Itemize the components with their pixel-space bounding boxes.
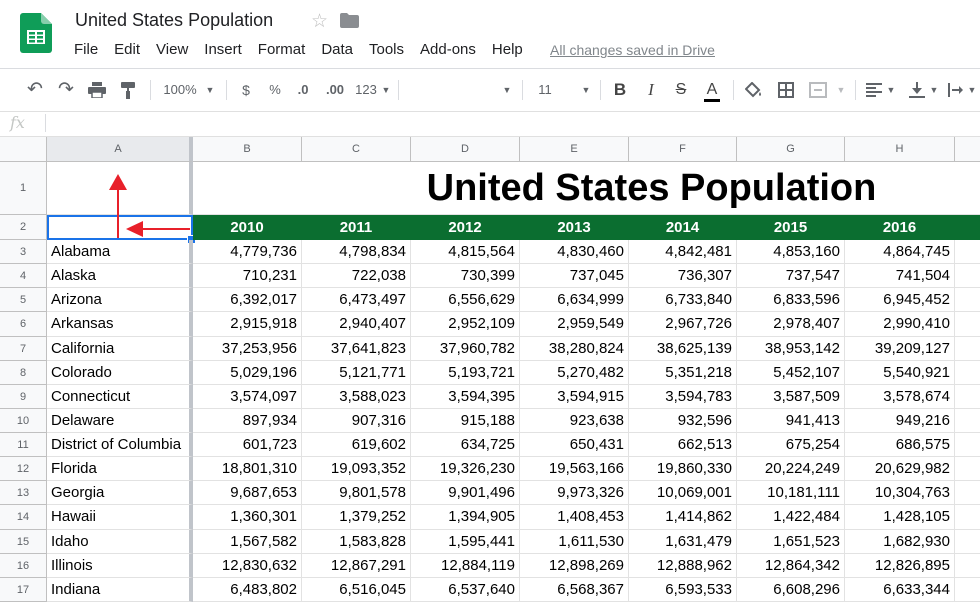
population-cell[interactable]: 9,973,326 [520, 481, 629, 505]
fx-label: fx [10, 113, 25, 132]
population-cell[interactable]: 6,633,344 [845, 578, 955, 602]
population-cell[interactable]: 12,898,269 [520, 554, 629, 578]
population-cell[interactable]: 4,815,564 [411, 240, 520, 264]
state-name-cell[interactable]: Idaho [47, 530, 193, 554]
merge-cells-icon[interactable] [806, 69, 830, 111]
column-header-a[interactable]: A [47, 137, 193, 162]
column-header-g[interactable]: G [737, 137, 845, 162]
population-cell[interactable]: 2,959,549 [520, 312, 629, 336]
folder-icon[interactable] [340, 13, 359, 28]
population-cell[interactable]: 4,830,460 [520, 240, 629, 264]
column-header-e[interactable]: E [520, 137, 629, 162]
menu-help[interactable]: Help [491, 41, 523, 58]
bold-button[interactable]: B [613, 80, 627, 99]
population-cell[interactable]: 12,867,291 [302, 554, 411, 578]
row-header[interactable]: 5 [0, 288, 47, 312]
population-cell[interactable]: 1,360,301 [193, 505, 302, 529]
cell-a2-selected[interactable] [47, 215, 193, 240]
population-cell[interactable]: 37,253,956 [193, 337, 302, 361]
empty-cell[interactable] [955, 481, 980, 505]
population-cell[interactable]: 5,351,218 [629, 361, 737, 385]
format-percent-button[interactable]: % [269, 82, 281, 97]
state-name-cell[interactable]: Connecticut [47, 385, 193, 409]
text-wrap-icon[interactable] [946, 69, 966, 111]
population-cell[interactable]: 2,952,109 [411, 312, 520, 336]
population-cell[interactable]: 2,967,726 [629, 312, 737, 336]
population-cell[interactable]: 5,452,107 [737, 361, 845, 385]
population-cell[interactable]: 6,537,640 [411, 578, 520, 602]
state-name-cell[interactable]: Hawaii [47, 505, 193, 529]
population-cell[interactable]: 12,864,342 [737, 554, 845, 578]
redo-icon[interactable]: ↷ [58, 79, 74, 100]
font-family-select[interactable] [406, 69, 506, 111]
star-icon[interactable]: ☆ [311, 11, 329, 32]
population-cell[interactable]: 619,602 [302, 433, 411, 457]
empty-cell[interactable] [955, 337, 980, 361]
year-header-2014[interactable]: 2014 [629, 215, 737, 240]
menu-file[interactable]: File [74, 41, 99, 58]
column-header-c[interactable]: C [302, 137, 411, 162]
empty-cell[interactable] [955, 288, 980, 312]
year-header-2011[interactable]: 2011 [302, 215, 411, 240]
state-name-cell[interactable]: Florida [47, 457, 193, 481]
print-icon[interactable] [84, 69, 110, 111]
undo-icon[interactable]: ↶ [27, 79, 43, 100]
population-cell[interactable]: 12,830,632 [193, 554, 302, 578]
population-cell[interactable]: 650,431 [520, 433, 629, 457]
state-name-cell[interactable]: California [47, 337, 193, 361]
font-size-select[interactable]: 11 [538, 82, 552, 97]
row-header[interactable]: 3 [0, 240, 47, 264]
row-header[interactable]: 6 [0, 312, 47, 336]
toolbar-separator [855, 80, 856, 100]
year-header-2012[interactable]: 2012 [411, 215, 520, 240]
population-cell[interactable]: 4,864,745 [845, 240, 955, 264]
population-cell[interactable]: 1,651,523 [737, 530, 845, 554]
population-cell[interactable]: 941,413 [737, 409, 845, 433]
population-cell[interactable]: 5,121,771 [302, 361, 411, 385]
population-cell[interactable]: 1,428,105 [845, 505, 955, 529]
population-cell[interactable]: 907,316 [302, 409, 411, 433]
population-cell[interactable]: 12,826,895 [845, 554, 955, 578]
sheet-title-cell[interactable]: United States Population [193, 162, 980, 215]
population-cell[interactable]: 5,540,921 [845, 361, 955, 385]
population-cell[interactable]: 686,575 [845, 433, 955, 457]
text-wrap-dropdown-icon[interactable]: ▼ [967, 85, 977, 95]
population-cell[interactable]: 2,990,410 [845, 312, 955, 336]
population-cell[interactable]: 722,038 [302, 264, 411, 288]
population-cell[interactable]: 730,399 [411, 264, 520, 288]
toolbar-separator [522, 80, 523, 100]
toolbar-separator [398, 80, 399, 100]
population-cell[interactable]: 2,978,407 [737, 312, 845, 336]
population-cell[interactable]: 3,587,509 [737, 385, 845, 409]
zoom-select[interactable]: 100% [163, 82, 197, 97]
population-cell[interactable]: 9,801,578 [302, 481, 411, 505]
population-cell[interactable]: 6,634,999 [520, 288, 629, 312]
fill-color-icon[interactable] [742, 69, 766, 111]
row-header[interactable]: 8 [0, 361, 47, 385]
population-cell[interactable]: 1,583,828 [302, 530, 411, 554]
year-header-blank [955, 215, 980, 240]
population-cell[interactable]: 1,408,453 [520, 505, 629, 529]
population-cell[interactable]: 9,901,496 [411, 481, 520, 505]
population-cell[interactable]: 4,842,481 [629, 240, 737, 264]
population-cell[interactable]: 1,595,441 [411, 530, 520, 554]
state-name-cell[interactable]: District of Columbia [47, 433, 193, 457]
decrease-decimal-button[interactable]: .0 [297, 82, 309, 97]
sheets-logo-icon[interactable] [20, 13, 52, 53]
state-name-cell[interactable]: Colorado [47, 361, 193, 385]
population-cell[interactable]: 737,547 [737, 264, 845, 288]
population-cell[interactable]: 915,188 [411, 409, 520, 433]
column-header-blank [955, 137, 980, 162]
row-header[interactable]: 14 [0, 505, 47, 529]
formula-bar[interactable] [0, 111, 980, 137]
year-header-2013[interactable]: 2013 [520, 215, 629, 240]
empty-cell[interactable] [955, 530, 980, 554]
state-name-cell[interactable]: Arizona [47, 288, 193, 312]
population-cell[interactable]: 3,578,674 [845, 385, 955, 409]
population-cell[interactable]: 12,888,962 [629, 554, 737, 578]
menu-insert[interactable]: Insert [204, 41, 242, 58]
population-cell[interactable]: 6,392,017 [193, 288, 302, 312]
state-name-cell[interactable]: Indiana [47, 578, 193, 602]
population-cell[interactable]: 38,953,142 [737, 337, 845, 361]
italic-button[interactable]: I [648, 80, 654, 99]
population-cell[interactable]: 3,594,915 [520, 385, 629, 409]
population-cell[interactable]: 6,945,452 [845, 288, 955, 312]
vertical-align-dropdown-icon[interactable]: ▼ [929, 85, 939, 95]
population-cell[interactable]: 601,723 [193, 433, 302, 457]
empty-cell[interactable] [955, 361, 980, 385]
column-header-h[interactable]: H [845, 137, 955, 162]
menu-addons[interactable]: Add-ons [420, 41, 476, 58]
population-cell[interactable]: 2,940,407 [302, 312, 411, 336]
population-cell[interactable]: 6,568,367 [520, 578, 629, 602]
population-cell[interactable]: 6,733,840 [629, 288, 737, 312]
toolbar [0, 68, 980, 112]
population-cell[interactable]: 897,934 [193, 409, 302, 433]
population-cell[interactable]: 675,254 [737, 433, 845, 457]
more-formats-dropdown-icon[interactable]: ▼ [381, 85, 391, 95]
menu-format[interactable]: Format [257, 41, 306, 58]
population-cell[interactable]: 1,394,905 [411, 505, 520, 529]
font-size-dropdown-icon[interactable]: ▼ [581, 85, 591, 95]
row-header[interactable]: 4 [0, 264, 47, 288]
document-title[interactable]: United States Population [75, 10, 274, 30]
horizontal-align-icon[interactable] [863, 69, 885, 111]
empty-cell[interactable] [955, 457, 980, 481]
population-cell[interactable]: 37,641,823 [302, 337, 411, 361]
population-cell[interactable]: 20,629,982 [845, 457, 955, 481]
population-cell[interactable]: 923,638 [520, 409, 629, 433]
empty-cell[interactable] [955, 409, 980, 433]
population-cell[interactable]: 1,682,930 [845, 530, 955, 554]
column-header-b[interactable]: B [193, 137, 302, 162]
population-cell[interactable]: 5,029,196 [193, 361, 302, 385]
row-header-1[interactable]: 1 [0, 162, 47, 215]
row-header[interactable]: 16 [0, 554, 47, 578]
empty-cell[interactable] [955, 312, 980, 336]
row-header-2[interactable]: 2 [0, 215, 47, 240]
toolbar-separator [226, 80, 227, 100]
row-header[interactable]: 17 [0, 578, 47, 602]
menu-tools[interactable]: Tools [369, 41, 405, 58]
population-cell[interactable]: 1,379,252 [302, 505, 411, 529]
population-cell[interactable]: 2,915,918 [193, 312, 302, 336]
year-header-2010[interactable]: 2010 [193, 215, 302, 240]
population-cell[interactable]: 19,326,230 [411, 457, 520, 481]
population-cell[interactable]: 1,611,530 [520, 530, 629, 554]
population-cell[interactable]: 3,594,395 [411, 385, 520, 409]
zoom-dropdown-icon[interactable]: ▼ [205, 85, 215, 95]
menu-edit[interactable]: Edit [114, 41, 141, 58]
population-cell[interactable]: 20,224,249 [737, 457, 845, 481]
state-name-cell[interactable]: Alabama [47, 240, 193, 264]
population-cell[interactable]: 3,588,023 [302, 385, 411, 409]
population-cell[interactable]: 6,516,045 [302, 578, 411, 602]
population-cell[interactable]: 6,556,629 [411, 288, 520, 312]
row-header[interactable]: 10 [0, 409, 47, 433]
text-color-label: A [704, 81, 721, 102]
population-cell[interactable]: 37,960,782 [411, 337, 520, 361]
population-cell[interactable]: 1,631,479 [629, 530, 737, 554]
population-cell[interactable]: 38,625,139 [629, 337, 737, 361]
population-cell[interactable]: 19,860,330 [629, 457, 737, 481]
population-cell[interactable]: 9,687,653 [193, 481, 302, 505]
row-header[interactable]: 13 [0, 481, 47, 505]
population-cell[interactable]: 1,567,582 [193, 530, 302, 554]
text-color-button[interactable] [700, 69, 724, 111]
population-cell[interactable]: 736,307 [629, 264, 737, 288]
cell-a1[interactable] [47, 162, 193, 215]
state-name-cell[interactable]: Illinois [47, 554, 193, 578]
column-header-f[interactable]: F [629, 137, 737, 162]
population-cell[interactable]: 3,574,097 [193, 385, 302, 409]
population-cell[interactable]: 634,725 [411, 433, 520, 457]
save-status-link[interactable]: All changes saved in Drive [550, 42, 715, 58]
state-name-cell[interactable]: Georgia [47, 481, 193, 505]
toolbar-separator [150, 80, 151, 100]
state-name-cell[interactable]: Delaware [47, 409, 193, 433]
population-cell[interactable]: 737,045 [520, 264, 629, 288]
row-header[interactable]: 7 [0, 337, 47, 361]
population-cell[interactable]: 5,270,482 [520, 361, 629, 385]
borders-icon[interactable] [774, 69, 798, 111]
increase-decimal-button[interactable]: .00 [325, 82, 345, 97]
population-cell[interactable]: 19,093,352 [302, 457, 411, 481]
population-cell[interactable]: 932,596 [629, 409, 737, 433]
population-cell[interactable]: 10,069,001 [629, 481, 737, 505]
row-header[interactable]: 12 [0, 457, 47, 481]
population-cell[interactable]: 662,513 [629, 433, 737, 457]
population-cell[interactable]: 10,304,763 [845, 481, 955, 505]
population-cell[interactable]: 1,414,862 [629, 505, 737, 529]
population-cell[interactable]: 4,798,834 [302, 240, 411, 264]
population-cell[interactable]: 1,422,484 [737, 505, 845, 529]
population-cell[interactable]: 19,563,166 [520, 457, 629, 481]
menu-view[interactable]: View [156, 41, 189, 58]
row-header[interactable]: 9 [0, 385, 47, 409]
population-cell[interactable]: 6,593,533 [629, 578, 737, 602]
toolbar-separator [600, 80, 601, 100]
population-cell[interactable]: 710,231 [193, 264, 302, 288]
population-cell[interactable]: 10,181,111 [737, 481, 845, 505]
empty-cell[interactable] [955, 578, 980, 602]
toolbar-separator [733, 80, 734, 100]
menu-bar [66, 41, 531, 58]
population-cell[interactable]: 39,209,127 [845, 337, 955, 361]
empty-cell[interactable] [955, 385, 980, 409]
empty-cell[interactable] [955, 240, 980, 264]
population-cell[interactable]: 5,193,721 [411, 361, 520, 385]
paint-format-icon[interactable] [115, 69, 141, 111]
year-header-2015[interactable]: 2015 [737, 215, 845, 240]
formula-bar-separator [45, 114, 46, 132]
empty-cell[interactable] [955, 554, 980, 578]
population-cell[interactable]: 6,608,296 [737, 578, 845, 602]
more-formats-button[interactable]: 123 [355, 82, 377, 97]
population-cell[interactable]: 4,779,736 [193, 240, 302, 264]
population-cell[interactable]: 38,280,824 [520, 337, 629, 361]
column-header-d[interactable]: D [411, 137, 520, 162]
row-header[interactable]: 15 [0, 530, 47, 554]
horizontal-align-dropdown-icon[interactable]: ▼ [886, 85, 896, 95]
population-cell[interactable]: 741,504 [845, 264, 955, 288]
year-header-2016[interactable]: 2016 [845, 215, 955, 240]
font-family-dropdown-icon[interactable]: ▼ [502, 85, 512, 95]
population-cell[interactable]: 12,884,119 [411, 554, 520, 578]
row-header[interactable]: 11 [0, 433, 47, 457]
empty-cell[interactable] [955, 505, 980, 529]
population-cell[interactable]: 18,801,310 [193, 457, 302, 481]
state-name-cell[interactable]: Alaska [47, 264, 193, 288]
menu-data[interactable]: Data [321, 41, 353, 58]
population-cell[interactable]: 4,853,160 [737, 240, 845, 264]
vertical-align-icon[interactable] [906, 69, 928, 111]
population-cell[interactable]: 6,483,802 [193, 578, 302, 602]
state-name-cell[interactable]: Arkansas [47, 312, 193, 336]
population-cell[interactable]: 6,473,497 [302, 288, 411, 312]
population-cell[interactable]: 3,594,783 [629, 385, 737, 409]
empty-cell[interactable] [955, 264, 980, 288]
population-cell[interactable]: 6,833,596 [737, 288, 845, 312]
format-currency-button[interactable]: $ [242, 82, 250, 98]
strikethrough-button[interactable]: S [675, 81, 687, 98]
population-cell[interactable]: 949,216 [845, 409, 955, 433]
empty-cell[interactable] [955, 433, 980, 457]
merge-dropdown-icon[interactable]: ▼ [836, 85, 846, 95]
select-all-corner[interactable] [0, 137, 47, 162]
